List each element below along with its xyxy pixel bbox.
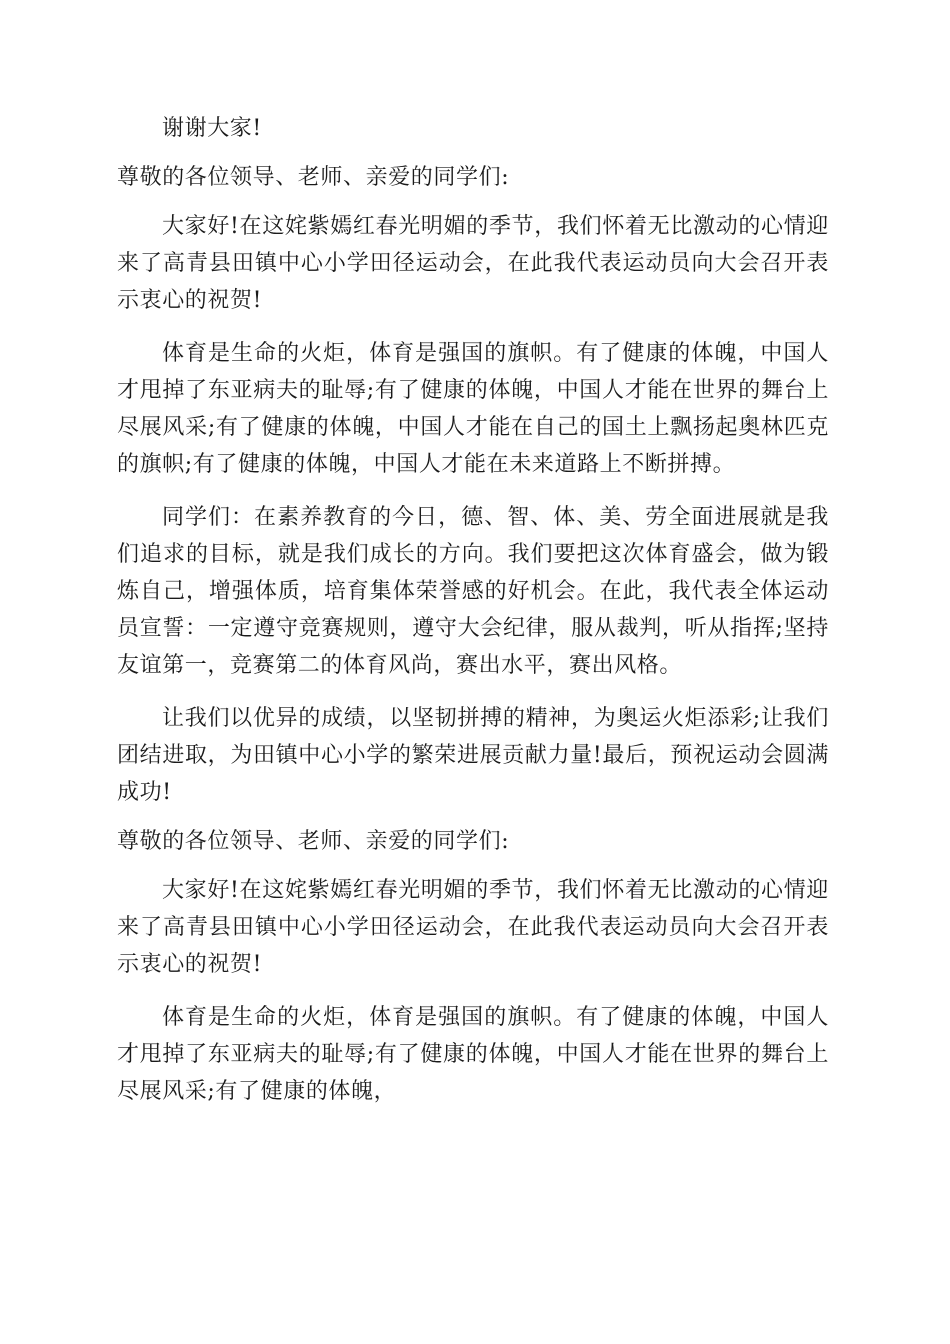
paragraph-greeting-repeat: 大家好!在这姹紫嫣红春光明媚的季节，我们怀着无比激动的心情迎来了高青县田镇中心小学田径运动会，在此我代表运动员向大会召开表示衷心的祝贺!	[117, 878, 829, 977]
paragraph-closing: 让我们以优异的成绩，以坚韧拼搏的精神，为奥运火炬添彩;让我们团结进取，为田镇中心小学的繁荣进展贡献力量!最后，预祝运动会圆满成功!	[117, 706, 829, 805]
paragraph-greeting: 大家好!在这姹紫嫣红春光明媚的季节，我们怀着无比激动的心情迎来了高青县田镇中心小学田径运动会，在此我代表运动员向大会召开表示衷心的祝贺!	[117, 214, 829, 313]
paragraph-salutation-repeat: 尊敬的各位领导、老师、亲爱的同学们:	[117, 829, 510, 854]
document-page	[117, 110, 829, 1110]
paragraph-thanks: 谢谢大家!	[162, 116, 262, 141]
paragraph-salutation: 尊敬的各位领导、老师、亲爱的同学们:	[117, 165, 510, 190]
paragraph-sports-torch-repeat: 体育是生命的火炬，体育是强国的旗帜。有了健康的体魄，中国人才甩掉了东亚病夫的耻辱;有了健康的体魄，中国人才能在世界的舞台上尽展风采;有了健康的体魄，	[117, 1005, 829, 1104]
paragraph-sports-torch: 体育是生命的火炬，体育是强国的旗帜。有了健康的体魄，中国人才甩掉了东亚病夫的耻辱;有了健康的体魄，中国人才能在世界的舞台上尽展风采;有了健康的体魄，中国人才能在自己的国土上飘扬起奥林匹克的旗帜;有了健康的体魄，中国人才能在未来道路上不断拼搏。	[117, 341, 829, 477]
paragraph-students-oath: 同学们：在素养教育的今日，德、智、体、美、劳全面进展就是我们追求的目标，就是我们成长的方向。我们要把这次体育盛会，做为锻炼自己，增强体质，培育集体荣誉感的好机会。在此，我代表全体运动员宣誓：一定遵守竞赛规则，遵守大会纪律，服从裁判，听从指挥;坚持友谊第一，竞赛第二的体育风尚，赛出水平，赛出风格。	[117, 505, 829, 678]
